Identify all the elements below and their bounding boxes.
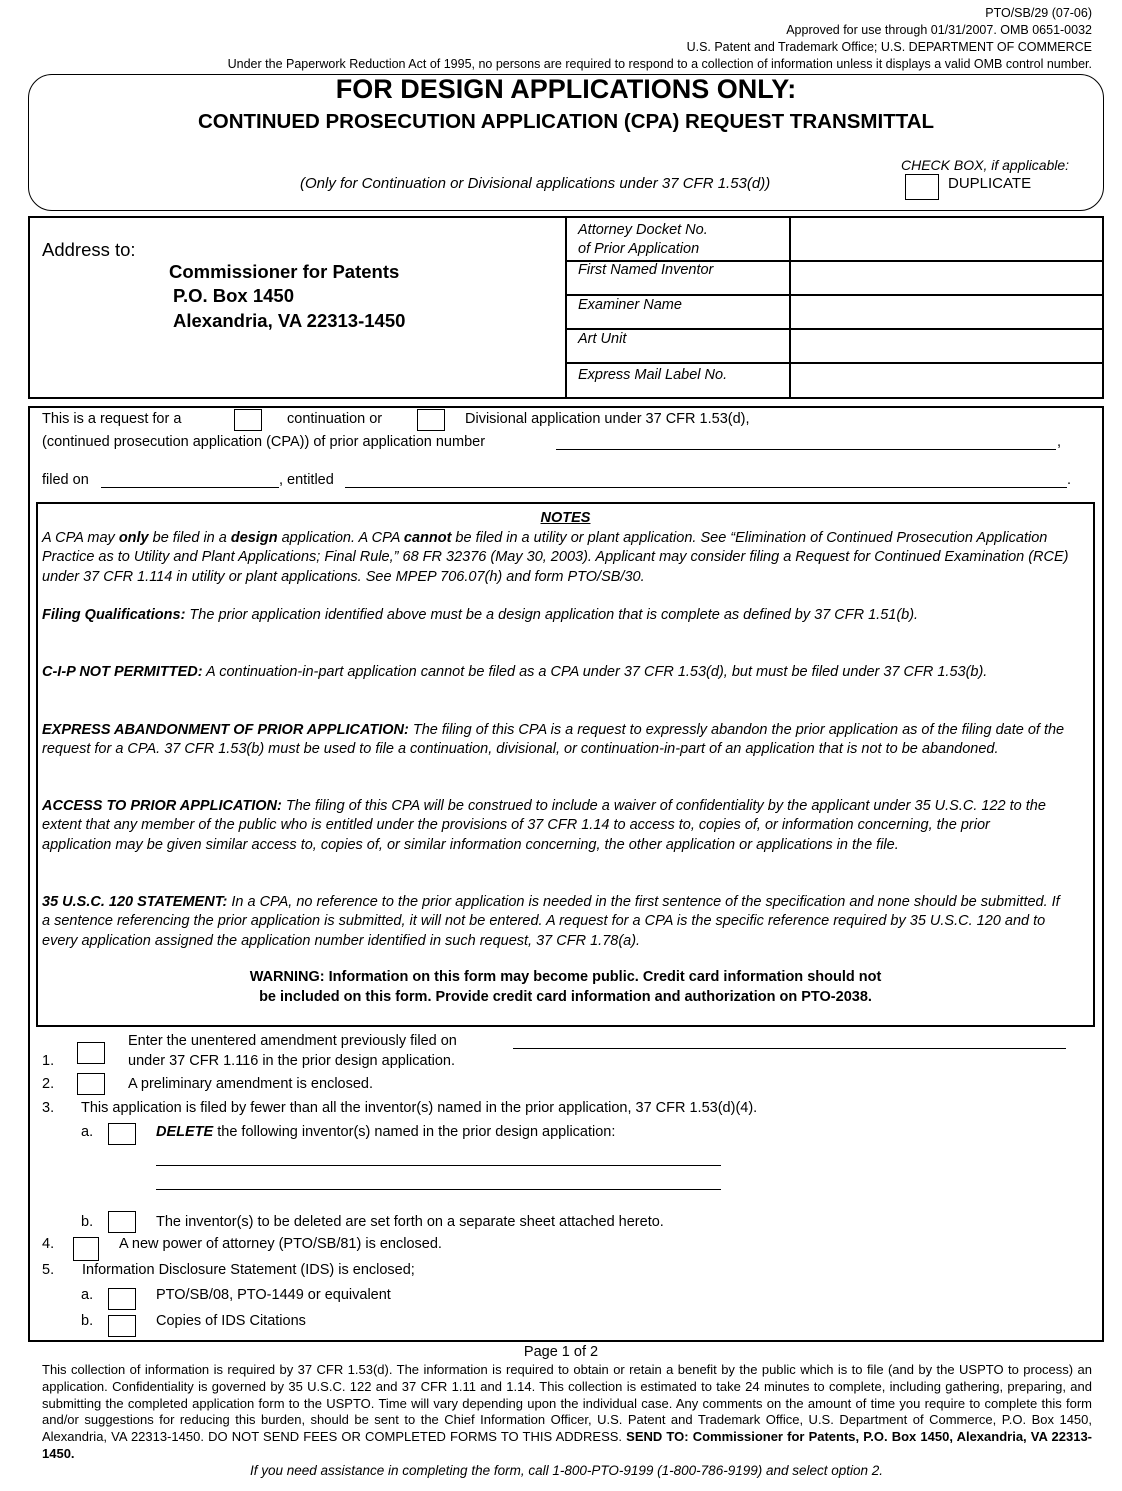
item-5b-checkbox[interactable] <box>108 1315 136 1337</box>
item-3-text: This application is filed by fewer than all the inventor(s) named in the prior application, 37 CFR 1.53(d)(4). <box>81 1100 758 1116</box>
field-label-express-mail: Express Mail Label No. <box>578 367 728 383</box>
field-label-art-unit: Art Unit <box>578 331 627 347</box>
item-3b-text: The inventor(s) to be deleted are set forth on a separate sheet attached hereto. <box>156 1214 664 1230</box>
address-label: Address to: <box>42 239 136 260</box>
prior-app-number-label: (continued prosecution application (CPA)) of prior application number <box>42 434 486 450</box>
notes-heading: NOTES <box>540 510 591 526</box>
page-number: Page 1 of 2 <box>523 1344 599 1360</box>
filed-on-label: filed on <box>42 472 89 488</box>
art-unit-field[interactable] <box>795 332 1095 360</box>
address-line-1: Commissioner for Patents <box>169 261 400 282</box>
warning-line-1: WARNING: Information on this form may become public. Credit card information should not <box>249 969 882 985</box>
item-4-number: 4. <box>42 1236 55 1252</box>
entitled-label: , entitled <box>279 472 334 488</box>
item-5b-letter: b. <box>81 1313 94 1329</box>
note-access-prior-application: ACCESS TO PRIOR APPLICATION: The filing of this CPA will be construed to include a waiver of confidentiality by the applicant under 35 U.S.C. 122 to the extent that any member of the public who is entitled under the provisions of 37 CFR 1.14 to access to, copies of, or information concerning, the prior application may be given similar access to, copies of, or similar information concerning, the other application or applications in the file. <box>42 798 1046 853</box>
note-express-abandonment: EXPRESS ABANDONMENT OF PRIOR APPLICATION: The filing of this CPA is a request to expressly abandon the prior application as of the filing date of the request for a CPA. 37 CFR 1.53(b) must be used to file a continuation, divisional, or continuation-in-part of an application that is not to be abandoned. <box>42 722 1065 758</box>
item-2-checkbox[interactable] <box>77 1073 105 1095</box>
item-1-checkbox[interactable] <box>77 1042 105 1064</box>
item-5a-checkbox[interactable] <box>108 1288 136 1310</box>
examiner-name-field[interactable] <box>795 298 1095 326</box>
item-3a-checkbox[interactable] <box>108 1123 136 1145</box>
warning-line-2: be included on this form. Provide credit card information and authorization on PTO-2038. <box>259 989 872 1005</box>
delete-inventor-line-2[interactable] <box>156 1189 721 1190</box>
form-title: FOR DESIGN APPLICATIONS ONLY: <box>335 74 797 104</box>
item-2-number: 2. <box>42 1076 55 1092</box>
item-5-number: 5. <box>42 1262 55 1278</box>
item-2-text: A preliminary amendment is enclosed. <box>128 1076 374 1092</box>
entitled-field[interactable] <box>345 487 1067 488</box>
item-3b-checkbox[interactable] <box>108 1211 136 1233</box>
address-line-2: P.O. Box 1450 <box>173 285 295 306</box>
agency-text: U.S. Patent and Trademark Office; U.S. DEPARTMENT OF COMMERCE <box>686 40 1092 54</box>
item-1-text-b: under 37 CFR 1.116 in the prior design application. <box>128 1053 455 1069</box>
prior-app-number-field[interactable] <box>556 449 1056 450</box>
item-3a-letter: a. <box>81 1124 94 1140</box>
item-5-text: Information Disclosure Statement (IDS) is enclosed; <box>82 1262 415 1278</box>
amendment-date-field[interactable] <box>513 1048 1066 1049</box>
item-4-text: A new power of attorney (PTO/SB/81) is enclosed. <box>119 1236 442 1252</box>
item-5a-letter: a. <box>81 1287 94 1303</box>
check-box-label: CHECK BOX, if applicable: <box>901 157 1070 173</box>
item-5a-text: PTO/SB/08, PTO-1449 or equivalent <box>156 1287 391 1303</box>
request-prefix: This is a request for a <box>42 411 182 427</box>
only-for-text: (Only for Continuation or Divisional applications under 37 CFR 1.53(d)) <box>300 175 771 192</box>
duplicate-checkbox[interactable] <box>905 174 939 200</box>
item-3-number: 3. <box>42 1100 55 1116</box>
paperwork-text: Under the Paperwork Reduction Act of 1995, no persons are required to respond to a collection of information unless it displays a valid OMB control number. <box>227 57 1092 71</box>
note-cip-not-permitted: C-I-P NOT PERMITTED: A continuation-in-part application cannot be filed as a CPA under 37 CFR 1.53(d), but must be filed under 37 CFR 1.53(b). <box>42 664 988 680</box>
form-subtitle: CONTINUED PROSECUTION APPLICATION (CPA) REQUEST TRANSMITTAL <box>197 110 935 133</box>
item-1-number: 1. <box>42 1053 55 1069</box>
item-5b-text: Copies of IDS Citations <box>156 1313 306 1329</box>
burden-statement: This collection of information is required by 37 CFR 1.53(d). The information is required to obtain or retain a benefit by the public which is to file (and by the USPTO to process) an application. Confidentiality is governed by 35 U.S.C. 122 and 37 CFR 1.11 and 1.14. This collection is estimated to take 24 minutes to complete, including gathering, preparing, and submitting the completed application form to the USPTO. Time will vary depending upon the individual case. Any comments on the amount of time you require to complete this form and/or suggestions for reducing this burden, should be sent to the Chief Information Officer, U.S. Patent and Trademark Office, U.S. Department of Commerce, P.O. Box 1450, Alexandria, VA 22313-1450. DO NOT SEND FEES OR COMPLETED FORMS TO THIS ADDRESS. SEND TO: Commissioner for Patents, P.O. Box 1450, Alexandria, VA 22313-1450. <box>42 1362 1093 1461</box>
item-1-text-a: Enter the unentered amendment previously filed on <box>128 1033 457 1049</box>
field-label-inventor: First Named Inventor <box>578 262 714 278</box>
approval-text: Approved for use through 01/31/2007. OMB 0651-0032 <box>786 23 1092 37</box>
form-id: PTO/SB/29 (07-06) <box>985 6 1092 20</box>
continuation-checkbox[interactable] <box>234 409 262 431</box>
filed-on-field[interactable] <box>101 487 279 488</box>
docket-number-field[interactable] <box>795 222 1095 256</box>
delete-inventor-line-1[interactable] <box>156 1165 721 1166</box>
note-filing-qualifications: Filing Qualifications: The prior application identified above must be a design application that is complete as defined by 37 CFR 1.51(b). <box>42 607 919 623</box>
divisional-checkbox[interactable] <box>417 409 445 431</box>
note-cpa-design-only: A CPA may only be filed in a design application. A CPA cannot be filed in a utility or plant application. See “Elimination of Continued Prosecution Application Practice as to Utility and Plant Applications; Final Rule,” 68 FR 32376 (May 30, 2003). Applicant may consider filing a Request for Continued Examination (RCE) under 37 CFR 1.114 in utility or plant applications. See MPEP 706.07(h) and form PTO/SB/30. <box>42 530 1069 585</box>
first-inventor-field[interactable] <box>795 264 1095 292</box>
note-120-statement: 35 U.S.C. 120 STATEMENT: In a CPA, no reference to the prior application is needed in the first sentence of the specification and none should be submitted. If a sentence referencing the prior application is submitted, it will not be entered. A request for a CPA is the specific reference required by 35 U.S.C. 120 and to every application assigned the application number identified in such request, 37 CFR 1.78(a). <box>42 894 1060 949</box>
item-3a-text: DELETE the following inventor(s) named in the prior design application: <box>156 1124 616 1140</box>
address-line-3: Alexandria, VA 22313-1450 <box>173 310 406 331</box>
item-4-checkbox[interactable] <box>73 1237 99 1261</box>
field-label-docket: Attorney Docket No. of Prior Application <box>578 222 708 257</box>
field-label-examiner: Examiner Name <box>578 297 682 313</box>
duplicate-label: DUPLICATE <box>948 175 1032 192</box>
assistance-text: If you need assistance in completing the form, call 1-800-PTO-9199 (1-800-786-9199) and select option 2. <box>249 1463 884 1478</box>
item-3b-letter: b. <box>81 1214 94 1230</box>
continuation-label: continuation or <box>287 411 383 427</box>
express-mail-field[interactable] <box>795 366 1095 396</box>
divisional-label: Divisional application under 37 CFR 1.53(d), <box>465 411 750 427</box>
